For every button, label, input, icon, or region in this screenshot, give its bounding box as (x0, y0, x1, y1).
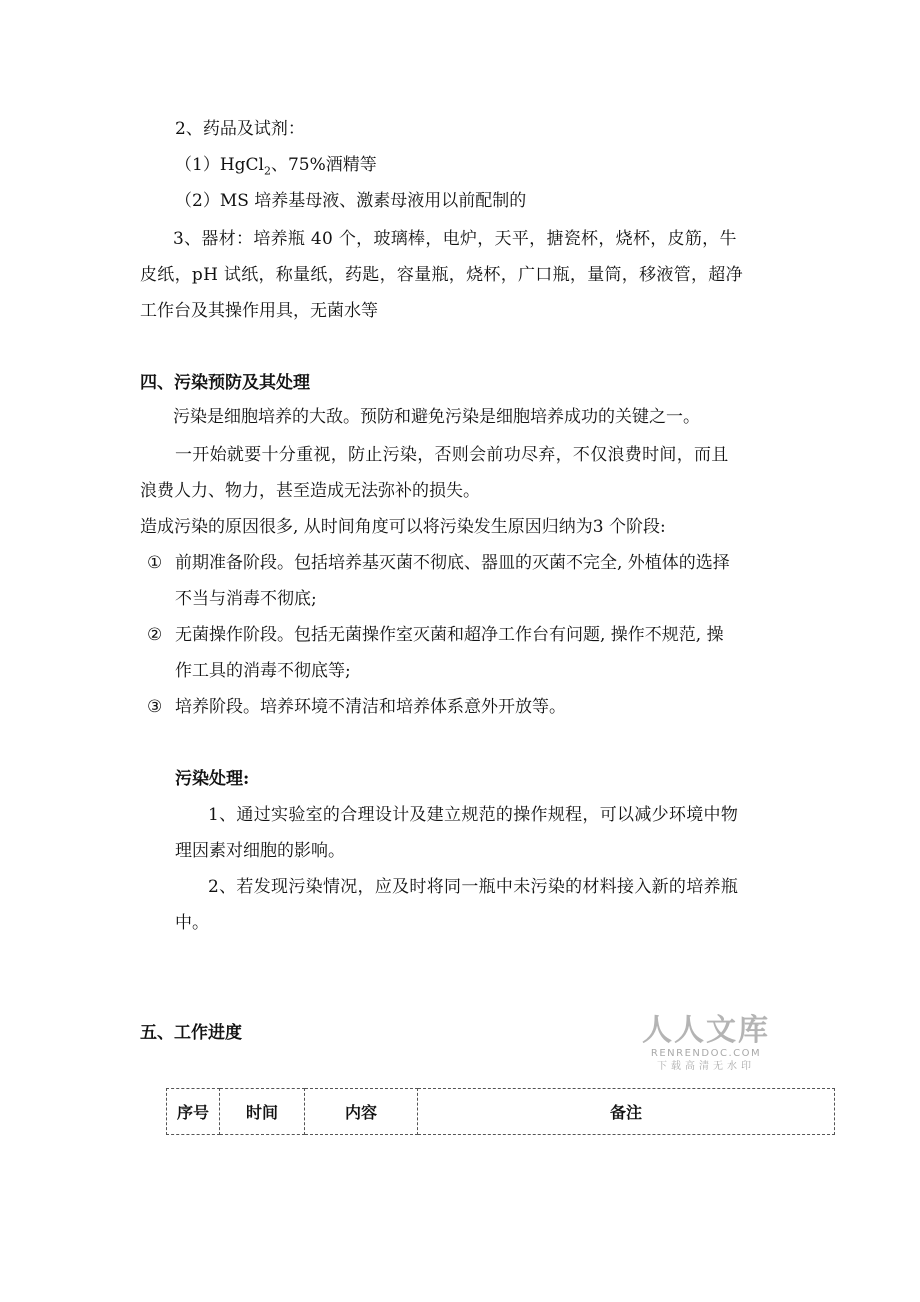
contamination-para2-line2: 浪费人力、物力，甚至造成无法弥补的损失。 (140, 481, 480, 501)
materials-item3-line1: 3、器材：培养瓶 40 个，玻璃棒，电炉，天平，搪瓷杯，烧杯，皮筋，牛 (173, 229, 737, 249)
contamination-para2-line1: 一开始就要十分重视，防止污染，否则会前功尽弃，不仅浪费时间，而且 (175, 445, 729, 465)
treatment2-line1: 2、若发现污染情况，应及时将同一瓶中未污染的材料接入新的培养瓶 (208, 877, 739, 897)
watermark-logo (640, 1014, 772, 1073)
contamination-para1: 污染是细胞培养的大敌。预防和避免污染是细胞培养成功的关键之一。 (173, 407, 700, 427)
header-cell-index: 序号 (167, 1089, 220, 1135)
materials-item2-1 (175, 153, 377, 183)
treatment1-line2: 理因素对细胞的影响。 (175, 841, 345, 861)
contamination-para3: 造成污染的原因很多, 从时间角度可以将污染发生原因归纳为3 个阶段: (140, 517, 666, 537)
header-cell-notes: 备注 (418, 1089, 835, 1135)
stage-2-line2: 作工具的消毒不彻底等; (175, 661, 351, 681)
stage-text: 培养阶段。培养环境不清洁和培养体系意外开放等。 (175, 697, 566, 717)
stage-3-line1 (147, 695, 566, 719)
stage-1-line1 (147, 551, 730, 575)
materials-item3-line2: 皮纸，pH 试纸，称量纸，药匙，容量瓶，烧杯，广口瓶，量筒，移液管，超净 (140, 265, 743, 285)
reagent-text: （1）HgCl (175, 155, 264, 175)
stage-text: 无菌操作阶段。包括无菌操作室灭菌和超净工作台有问题, 操作不规范, 操 (175, 625, 724, 645)
treatment1-line1: 1、通过实验室的合理设计及建立规范的操作规程，可以减少环境中物 (208, 805, 739, 825)
schedule-table (166, 1088, 835, 1135)
table-header-row (167, 1089, 835, 1135)
reagent-text-rest: 、75%酒精等 (270, 155, 377, 175)
treatment2-line2: 中。 (175, 913, 209, 933)
stage-text: 前期准备阶段。包括培养基灭菌不彻底、器皿的灭菌不完全, 外植体的选择 (175, 553, 730, 573)
watermark-tagline: 下载高清无水印 (657, 1061, 755, 1072)
materials-item3-line3: 工作台及其操作用具，无菌水等 (140, 301, 378, 321)
subscript: 2 (263, 164, 271, 178)
stage-2-line1 (147, 623, 724, 647)
section5-heading: 五、工作进度 (140, 1023, 242, 1043)
treatment-heading: 污染处理: (175, 769, 250, 789)
header-cell-content: 内容 (305, 1089, 418, 1135)
section4-heading: 四、污染预防及其处理 (140, 373, 310, 393)
materials-item2-title: 2、药品及试剂： (175, 119, 305, 139)
watermark-title: 人人文库 (642, 1013, 770, 1048)
header-cell-time: 时间 (220, 1089, 305, 1135)
stage-number: ③ (147, 697, 163, 717)
stage-number: ② (147, 625, 163, 645)
watermark-site: RENRENDOC.COM (650, 1048, 762, 1059)
stage-1-line2: 不当与消毒不彻底; (175, 589, 317, 609)
stage-number: ① (147, 553, 163, 573)
materials-item2-2: （2）MS 培养基母液、激素母液用以前配制的 (175, 191, 527, 211)
